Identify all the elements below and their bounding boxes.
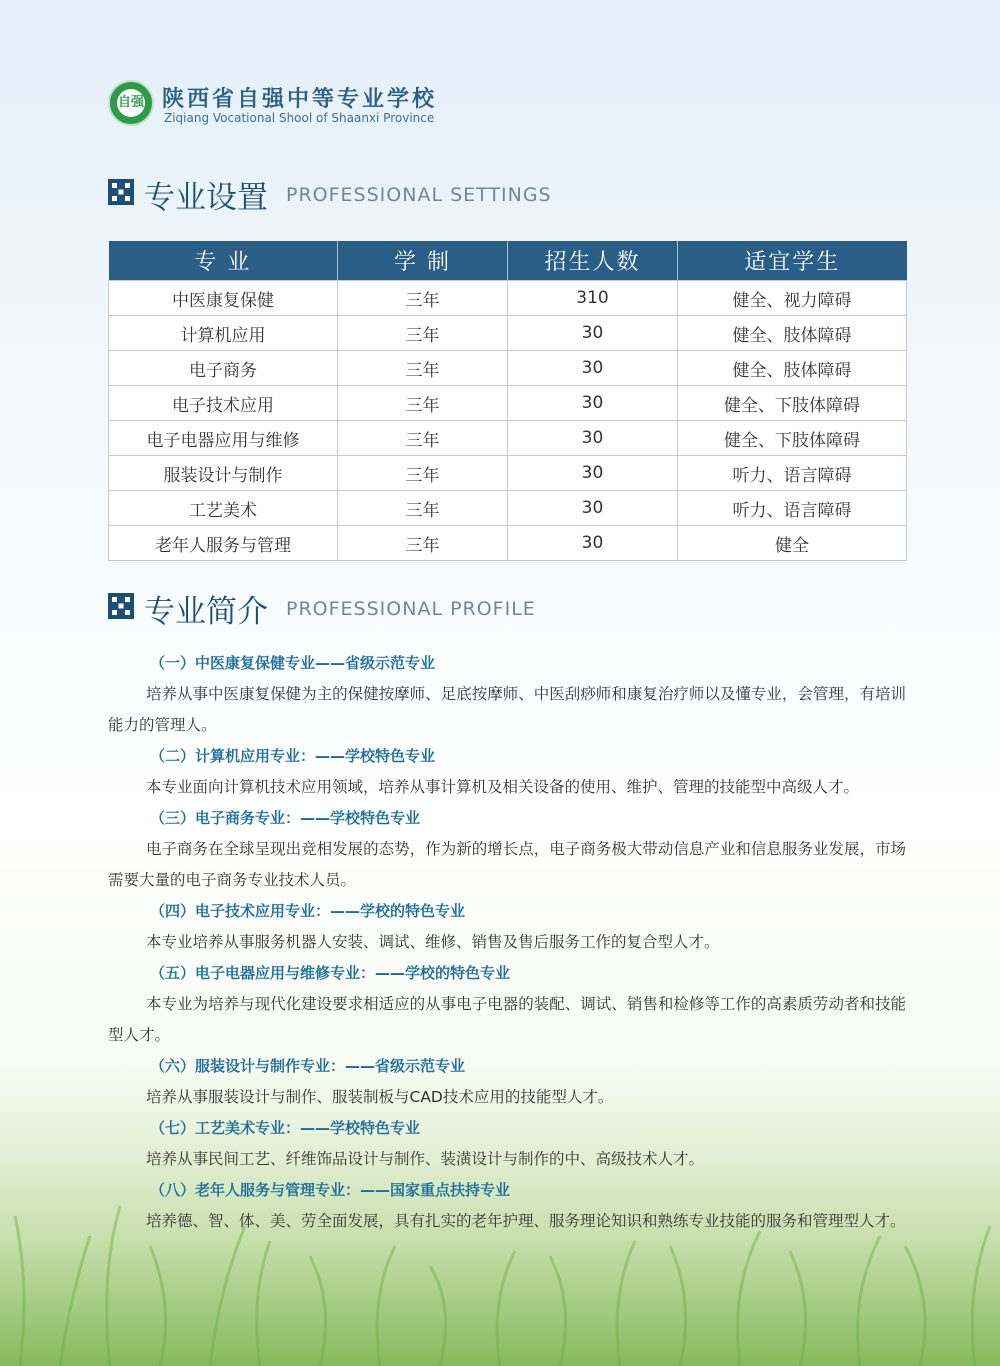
profile-heading: （八）老年人服务与管理专业：——国家重点扶持专业 bbox=[150, 1181, 511, 1199]
profile-body: 培养从事民间工艺、纤维饰品设计与制作、装潢设计与制作的中、高级技术人才。 bbox=[146, 1150, 705, 1168]
cell-enrollment: 30 bbox=[508, 456, 678, 491]
profile-body: 培养从事服装设计与制作、服装制板与CAD技术应用的技能型人才。 bbox=[146, 1088, 614, 1106]
cell-eligible: 听力、语言障碍 bbox=[678, 456, 907, 491]
section-title-settings bbox=[108, 172, 708, 216]
col-header-enrollment: 招生人数 bbox=[508, 241, 678, 281]
logo-text: 自强 bbox=[117, 89, 145, 117]
profile-body: 本专业面向计算机技术应用领域，培养从事计算机及相关设备的使用、维护、管理的技能型中高级人才。 bbox=[146, 778, 860, 796]
profile-item bbox=[108, 741, 906, 803]
table-row bbox=[109, 491, 907, 526]
table-row bbox=[109, 526, 907, 561]
col-header-major: 专 业 bbox=[109, 241, 338, 281]
profile-list bbox=[108, 648, 906, 1237]
cell-enrollment: 30 bbox=[508, 316, 678, 351]
school-name-en: Ziqiang Vocational Shool of Shaanxi Province bbox=[164, 111, 435, 125]
profile-heading: （七）工艺美术专业：——学校特色专业 bbox=[150, 1119, 421, 1137]
table-row bbox=[109, 281, 907, 316]
cell-enrollment: 310 bbox=[508, 281, 678, 316]
table-row bbox=[109, 456, 907, 491]
section-title-profile bbox=[108, 586, 708, 630]
cell-major: 电子商务 bbox=[109, 351, 338, 386]
cell-enrollment: 30 bbox=[508, 351, 678, 386]
profile-body: 本专业为培养与现代化建设要求相适应的从事电子电器的装配、调试、销售和检修等工作的高素质劳动者和技能型人才。 bbox=[108, 995, 906, 1044]
cell-major: 电子技术应用 bbox=[109, 386, 338, 421]
profile-item bbox=[108, 648, 906, 741]
profile-body: 培养从事中医康复保健为主的保健按摩师、足底按摩师、中医刮痧师和康复治疗师以及懂专业，会管理，有培训能力的管理人。 bbox=[108, 685, 906, 734]
profile-heading: （五）电子电器应用与维修专业：——学校的特色专业 bbox=[150, 964, 511, 982]
cell-eligible: 健全 bbox=[678, 526, 907, 561]
table-row bbox=[109, 421, 907, 456]
cell-major: 服装设计与制作 bbox=[109, 456, 338, 491]
cell-major: 中医康复保健 bbox=[109, 281, 338, 316]
cell-duration: 三年 bbox=[338, 526, 508, 561]
cell-eligible: 健全、视力障碍 bbox=[678, 281, 907, 316]
grid-icon bbox=[108, 593, 134, 619]
profile-item bbox=[108, 803, 906, 896]
cell-major: 计算机应用 bbox=[109, 316, 338, 351]
cell-enrollment: 30 bbox=[508, 421, 678, 456]
cell-eligible: 听力、语言障碍 bbox=[678, 491, 907, 526]
table-header-row bbox=[109, 241, 907, 281]
profile-item bbox=[108, 896, 906, 958]
cell-eligible: 健全、肢体障碍 bbox=[678, 351, 907, 386]
col-header-duration: 学 制 bbox=[338, 241, 508, 281]
cell-duration: 三年 bbox=[338, 386, 508, 421]
school-name-cn: 陕西省自强中等专业学校 bbox=[162, 86, 438, 112]
cell-enrollment: 30 bbox=[508, 491, 678, 526]
cell-eligible: 健全、肢体障碍 bbox=[678, 316, 907, 351]
cell-enrollment: 30 bbox=[508, 386, 678, 421]
section-title-en: PROFESSIONAL PROFILE bbox=[286, 598, 536, 620]
profile-heading: （四）电子技术应用专业：——学校的特色专业 bbox=[150, 902, 466, 920]
cell-major: 电子电器应用与维修 bbox=[109, 421, 338, 456]
cell-duration: 三年 bbox=[338, 421, 508, 456]
profile-body: 培养德、智、体、美、劳全面发展，具有扎实的老年护理、服务理论知识和熟练专业技能的服务和管理型人才。 bbox=[146, 1212, 906, 1230]
cell-enrollment: 30 bbox=[508, 526, 678, 561]
cell-duration: 三年 bbox=[338, 351, 508, 386]
profile-item bbox=[108, 1051, 906, 1113]
table-row bbox=[109, 386, 907, 421]
section-title-cn: 专业简介 bbox=[144, 594, 268, 630]
profile-heading: （一）中医康复保健专业——省级示范专业 bbox=[150, 654, 436, 672]
cell-duration: 三年 bbox=[338, 456, 508, 491]
school-header bbox=[108, 80, 528, 132]
table-row bbox=[109, 351, 907, 386]
section-title-en: PROFESSIONAL SETTINGS bbox=[286, 184, 552, 206]
cell-major: 工艺美术 bbox=[109, 491, 338, 526]
profile-item bbox=[108, 1113, 906, 1175]
cell-eligible: 健全、下肢体障碍 bbox=[678, 421, 907, 456]
table-row bbox=[109, 316, 907, 351]
school-logo bbox=[108, 80, 154, 126]
col-header-eligible: 适宜学生 bbox=[678, 241, 907, 281]
section-title-cn: 专业设置 bbox=[144, 180, 268, 216]
program-table bbox=[108, 241, 907, 561]
profile-heading: （三）电子商务专业：——学校特色专业 bbox=[150, 809, 421, 827]
cell-duration: 三年 bbox=[338, 316, 508, 351]
profile-item bbox=[108, 1175, 906, 1237]
profile-body: 电子商务在全球呈现出竞相发展的态势，作为新的增长点，电子商务极大带动信息产业和信息服务业发展，市场需要大量的电子商务专业技术人员。 bbox=[108, 840, 906, 889]
profile-heading: （二）计算机应用专业：——学校特色专业 bbox=[150, 747, 436, 765]
profile-item bbox=[108, 958, 906, 1051]
grid-icon bbox=[108, 179, 134, 205]
cell-major: 老年人服务与管理 bbox=[109, 526, 338, 561]
profile-body: 本专业培养从事服务机器人安装、调试、维修、销售及售后服务工作的复合型人才。 bbox=[146, 933, 720, 951]
cell-eligible: 健全、下肢体障碍 bbox=[678, 386, 907, 421]
cell-duration: 三年 bbox=[338, 281, 508, 316]
profile-heading: （六）服装设计与制作专业：——省级示范专业 bbox=[150, 1057, 466, 1075]
cell-duration: 三年 bbox=[338, 491, 508, 526]
